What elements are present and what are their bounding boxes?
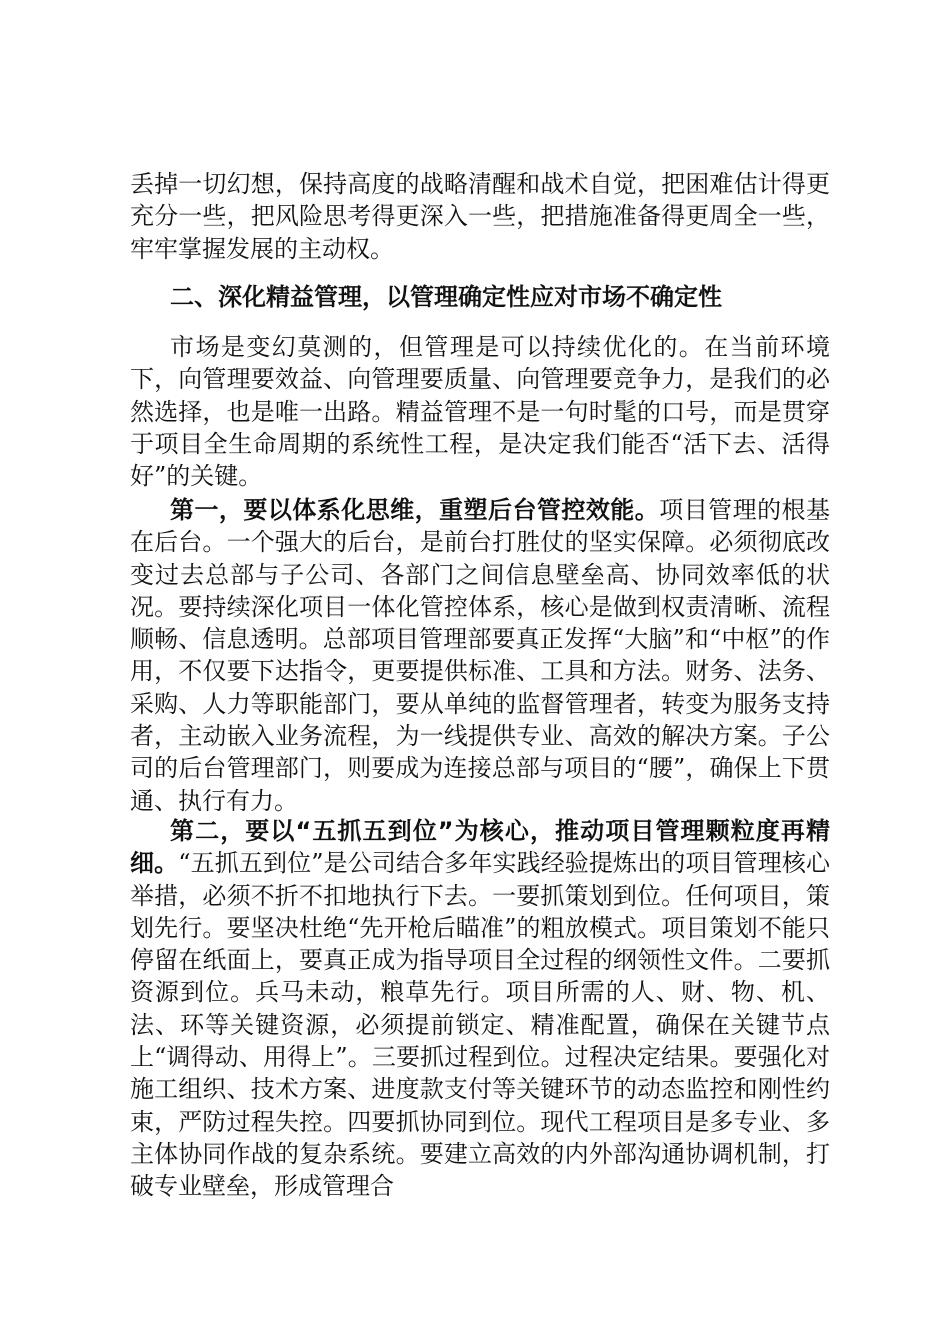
point-one-text: 项目管理的根基在后台。一个强大的后台，是前台打胜仗的坚实保障。必须彻底改变过去总部与子公司、各部门之间信息壁垒高、协同效率低的状况。要持续深化项目一体化管控体系，核心是做到权责清晰、流程顺畅、信息透明。总部项目管理部要真正发挥“大脑”和“中枢”的作用，不仅要下达指令，更要提供标准、工具和方法。财务、法务、采购、人力等职能部门，要从单纯的监督管理者，转变为服务支持者，主动嵌入业务流程，为一线提供专业、高效的解决方案。子公司的后台管理部门，则要成为连接总部与项目的“腰”，确保上下贯通、执行有力。: [130, 496, 831, 815]
point-two-lead: 第二，要以“五抓五到位”为核心，推动项目管理颗粒度再精细。: [130, 817, 830, 878]
section-heading: 二、深化精益管理，以管理确定性应对市场不确定性: [170, 283, 722, 311]
paragraph-intro: 市场是变幻莫测的，但管理是可以持续优化的。在当前环境下，向管理要效益、向管理要质量、向管理要竞争力，是我们的必然选择，也是唯一出路。精益管理不是一句时髦的口号，而是贯穿于项目全生命周期的系统性工程，是决定我们能否“活下去、活得好”的关键。: [130, 333, 830, 491]
point-two-text: “五抓五到位”是公司结合多年实践经验提炼出的项目管理核心举措，必须不折不扣地执行下去。一要抓策划到位。任何项目，策划先行。要坚决杜绝“先开枪后瞄准”的粗放模式。项目策划不能只停留在纸面上，要真正成为指导项目全过程的纲领性文件。二要抓资源到位。兵马未动，粮草先行。项目所需的人、财、物、机、法、环等关键资源，必须提前锁定、精准配置，确保在关键节点上“调得动、用得上”。三要抓过程到位。过程决定结果。要强化对施工组织、技术方案、进度款支付等关键环节的动态监控和刚性约束，严防过程失控。四要抓协同到位。现代工程项目是多专业、多主体协同作战的复杂系统。要建立高效的内外部沟通协调机制，打破专业壁垒，形成管理合: [130, 849, 831, 1201]
paragraph-point-one: [130, 494, 830, 817]
point-one-lead: 第一，要以体系化思维，重塑后台管控效能。: [170, 496, 660, 524]
paragraph-point-two: [130, 815, 830, 1203]
paragraph-continuation: 丢掉一切幻想，保持高度的战略清醒和战术自觉，把困难估计得更充分一些，把风险思考得更深入一些，把措施准备得更周全一些，牢牢掌握发展的主动权。: [130, 170, 830, 263]
